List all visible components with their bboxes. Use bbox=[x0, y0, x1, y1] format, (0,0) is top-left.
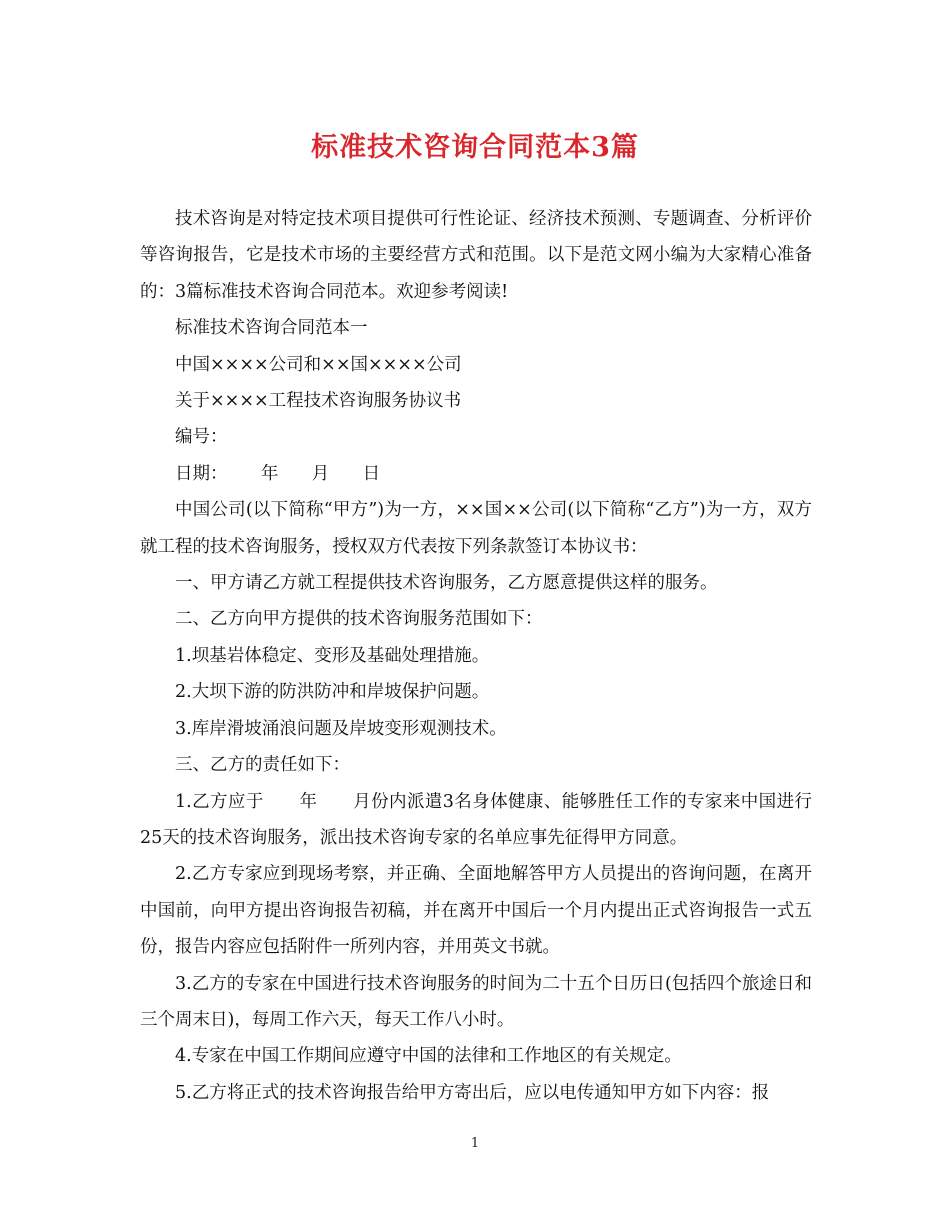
date-line: 日期： 年 月 日 bbox=[175, 463, 381, 484]
number-line: 编号： bbox=[175, 427, 228, 448]
page-number: 1 bbox=[470, 1136, 480, 1151]
clause-2: 二、乙方向甲方提供的技术咨询服务范围如下： bbox=[175, 609, 543, 630]
document-title: 标准技术咨询合同范本3篇 bbox=[311, 132, 639, 163]
clause-3-item-1: 1.乙方应于 年 月份内派遣3名身体健康、能够胜任工作的专家来中国进行25天的技术咨询服务，派出技术咨询专家的名单应事先征得甲方同意。 bbox=[140, 791, 812, 848]
intro-paragraph: 技术咨询是对特定技术项目提供可行性论证、经济技术预测、专题调查、分析评价等咨询报告，它是技术市场的主要经营方式和范围。以下是范文网小编为大家精心准备的：3篇标准技术咨询合同范本。欢迎参考阅读! bbox=[140, 209, 812, 302]
preamble-paragraph: 中国公司(以下简称“甲方”)为一方，××国××公司(以下简称“乙方”)为一方，双方就工程的技术咨询服务，授权双方代表按下列条款签订本协议书： bbox=[140, 500, 812, 557]
clause-2-item-2: 2.大坝下游的防洪防冲和岸坡保护问题。 bbox=[175, 682, 490, 703]
agreement-title: 关于××××工程技术咨询服务协议书 bbox=[175, 391, 462, 412]
parties-line: 中国××××公司和××国××××公司 bbox=[175, 354, 462, 375]
document-body bbox=[140, 201, 812, 1111]
clause-2-item-1: 1.坝基岩体稳定、变形及基础处理措施。 bbox=[175, 645, 490, 666]
clause-1: 一、甲方请乙方就工程提供技术咨询服务，乙方愿意提供这样的服务。 bbox=[175, 573, 718, 594]
section-heading: 标准技术咨询合同范本一 bbox=[175, 318, 368, 339]
clause-3-item-2: 2.乙方专家应到现场考察，并正确、全面地解答甲方人员提出的咨询问题，在离开中国前，向甲方提出咨询报告初稿，并在离开中国后一个月内提出正式咨询报告一式五份，报告内容应包括附件一所列内容，并用英文书就。 bbox=[140, 864, 812, 958]
clause-3: 三、乙方的责任如下： bbox=[175, 755, 350, 776]
clause-3-item-3: 3.乙方的专家在中国进行技术咨询服务的时间为二十五个日历日(包括四个旅途日和三个周末日)，每周工作六天，每天工作八小时。 bbox=[140, 973, 812, 1030]
clause-2-item-3: 3.库岸滑坡涌浪问题及岸坡变形观测技术。 bbox=[175, 718, 507, 739]
clause-3-item-5: 5.乙方将正式的技术咨询报告给甲方寄出后，应以电传通知甲方如下内容：报 bbox=[175, 1082, 770, 1103]
clause-3-item-4: 4.专家在中国工作期间应遵守中国的法律和工作地区的有关规定。 bbox=[175, 1046, 682, 1067]
